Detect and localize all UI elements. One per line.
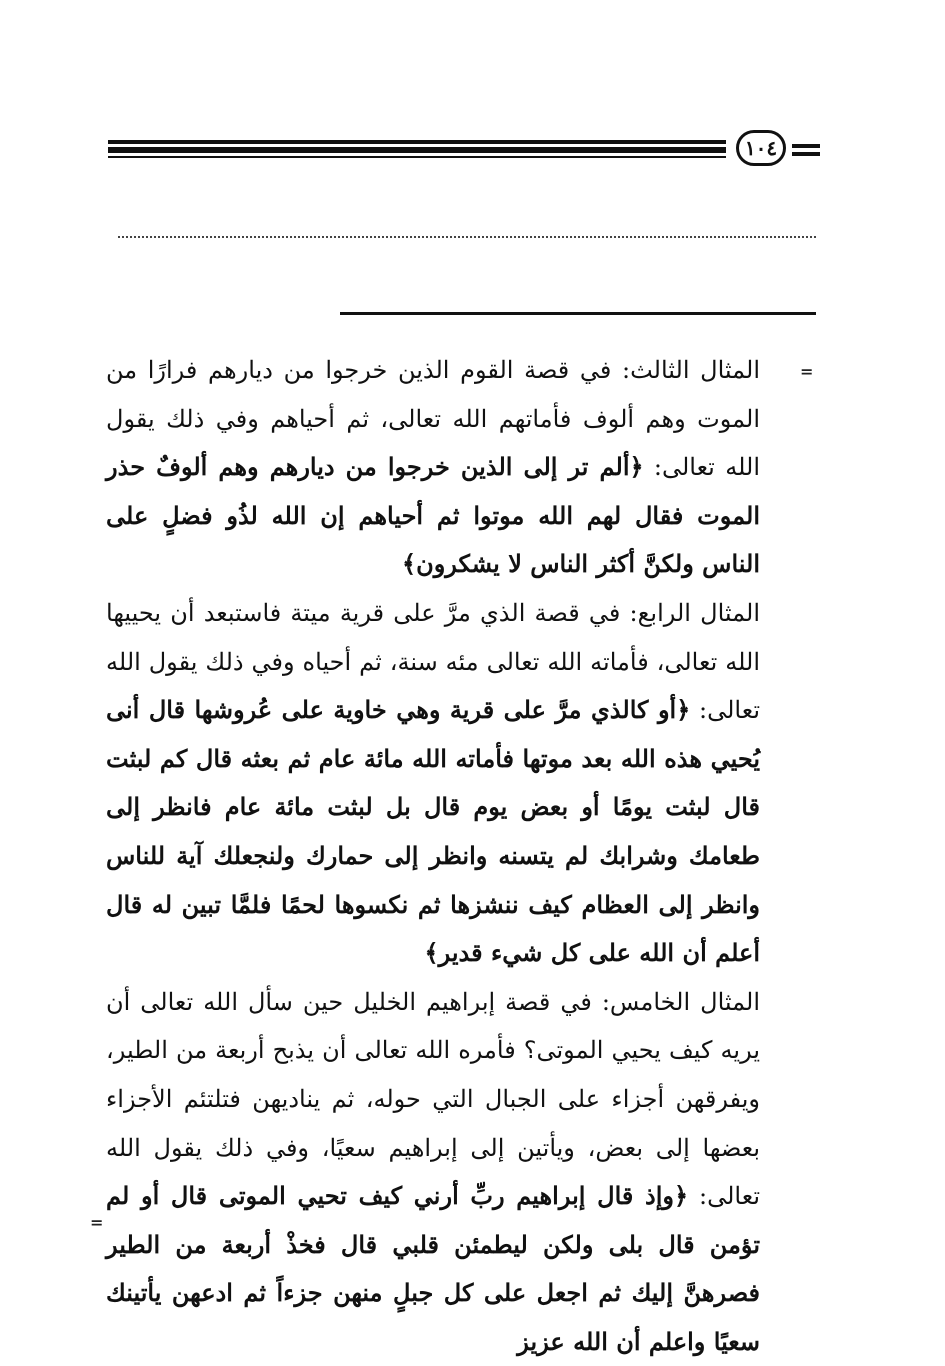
quran-verse: ﴿ألم تر إلى الذين خرجوا من ديارهم وهم ألوفٌ حذر الموت فقال لهم الله موتوا ثم أحياهم إن الله لذُو فضلٍ على الناس ولكنَّ أكثر الناس لا يشكرون﴾ bbox=[106, 452, 760, 579]
page-header bbox=[108, 128, 820, 172]
header-rule bbox=[108, 156, 726, 158]
paragraph-example-5 bbox=[106, 978, 760, 1366]
paragraph-example-4 bbox=[106, 589, 760, 978]
continuation-mark-top: = bbox=[800, 362, 814, 381]
continuation-mark-bottom: = bbox=[90, 1213, 104, 1232]
quran-verse: ﴿وإذ قال إبراهيم ربِّ أرني كيف تحيي الموتى قال أو لم تؤمن قال بلى ولكن ليطمئن قلبي قال فخذْ أربعة من الطير فصرهنَّ إليك ثم اجعل على كل جبلٍ منهن جزءاً ثم ادعهن يأتينك سعيًا واعلم أن الله عزيز bbox=[106, 1181, 760, 1356]
paragraph-label: المثال الثالث: bbox=[622, 356, 760, 384]
paragraph-label: المثال الخامس: bbox=[601, 987, 760, 1016]
paragraph-label: المثال الرابع: bbox=[629, 598, 761, 627]
paragraph-text: في قصة إبراهيم الخليل حين سأل الله تعالى أن يريه كيف يحيي الموتى؟ فأمره الله تعالى أن يذبح أربعة من الطير، ويفرقهن أجزاء على الجبال التي حوله، ثم يناديهن فتلتئم الأجزاء بعضها إلى بعض، ويأتين إلى إبراهيم سعيًا، وفي ذلك يقول الله تعالى: bbox=[106, 987, 761, 1211]
paragraph-text: في قصة القوم الذين خرجوا من ديارهم فرارًا من الموت وهم ألوف فأماتهم الله تعالى، ثم أحياهم وفي ذلك يقول الله تعالى: bbox=[106, 356, 760, 482]
quran-verse: ﴿أو كالذي مرَّ على قرية وهي خاوية على عُروشها قال أنى يُحيي هذه الله بعد موتها فأماته الله مائة عام ثم بعثه قال كم لبثت قال لبثت يومًا أو بعض يوم قال بل لبثت مائة عام فانظر إلى طعامك وشرابك لم يتسنه وانظر إلى حمارك ولنجعلك آية للناس وانظر إلى العظام كيف ننشزها ثم نكسوها لحمًا فلمَّا تبين له قال أعلم أن الله على كل شيء قدير﴾ bbox=[106, 695, 761, 968]
header-rule-short bbox=[792, 144, 820, 148]
section-separator bbox=[340, 312, 816, 315]
dotted-divider bbox=[118, 236, 816, 238]
body-text bbox=[106, 346, 760, 1366]
page-number: ١٠٤ bbox=[736, 130, 786, 166]
paragraph-example-3 bbox=[106, 346, 760, 589]
paragraph-text: في قصة الذي مرَّ على قرية ميتة فاستبعد أن يحييها الله تعالى، فأماته الله تعالى مئه سنة، ثم أحياه وفي ذلك يقول الله تعالى: bbox=[106, 598, 760, 725]
header-rule bbox=[108, 140, 726, 144]
header-rule-short bbox=[792, 152, 820, 156]
header-rule bbox=[108, 147, 726, 153]
